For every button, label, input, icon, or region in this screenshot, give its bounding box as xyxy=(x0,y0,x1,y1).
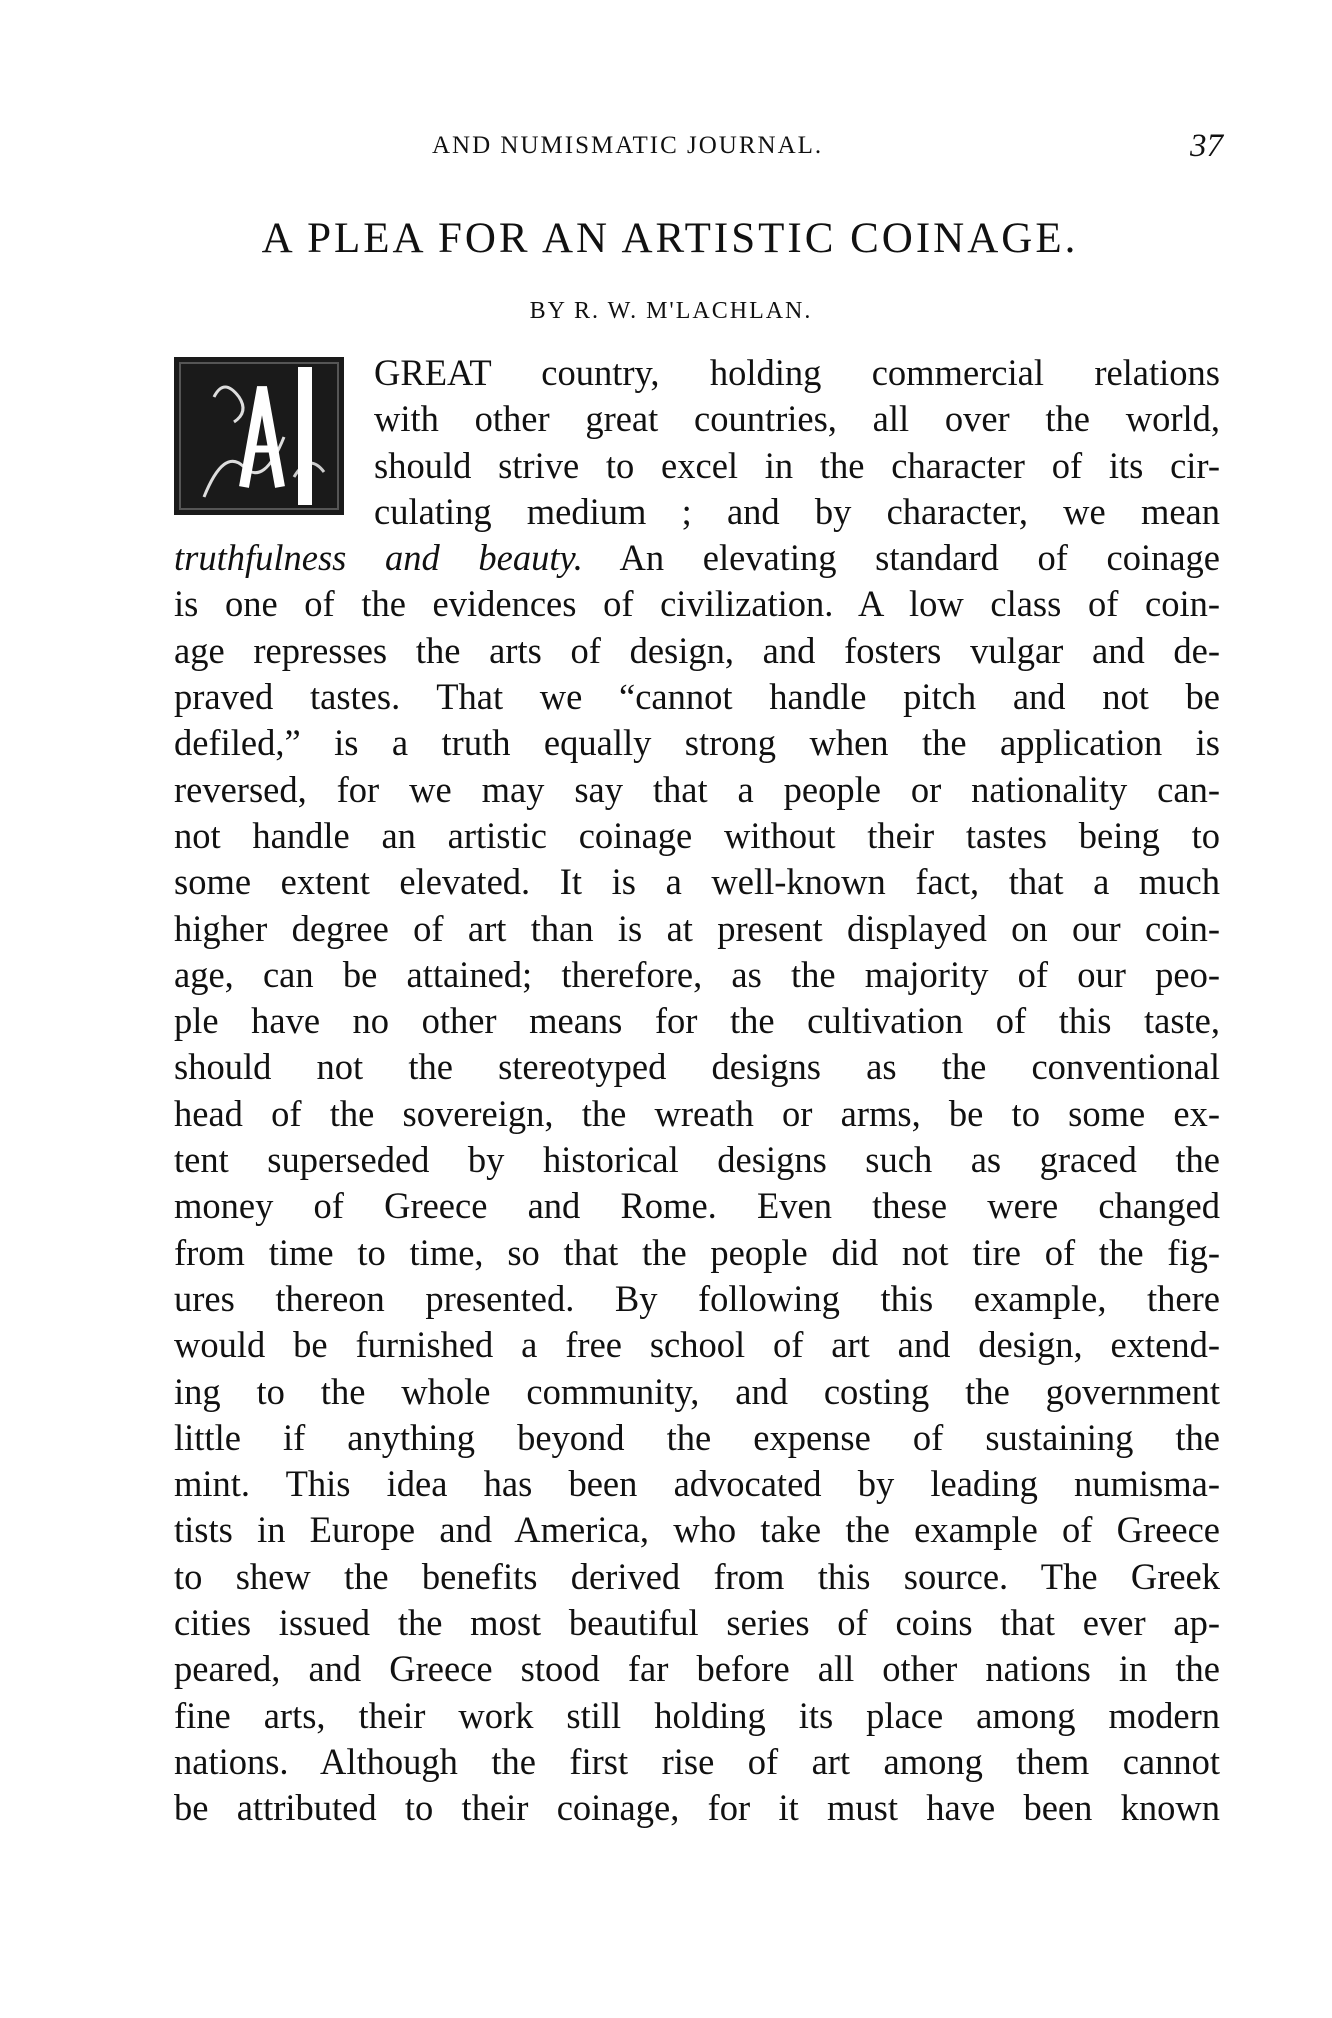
text-line: would be furnished a free school of art and design, extend- xyxy=(174,1324,1220,1366)
text-line: not handle an artistic coinage without their tastes being to xyxy=(174,814,1220,856)
text-line: fine arts, their work still holding its place among modern xyxy=(174,1694,1220,1736)
text-line: should strive to excel in the character of its cir- xyxy=(374,444,1220,486)
text-line: from time to time, so that the people did not tire of the fig- xyxy=(174,1231,1220,1273)
text-line: praved tastes. That we “cannot handle pitch and not be xyxy=(174,676,1220,718)
text-line: tent superseded by historical designs such as graced the xyxy=(174,1139,1220,1181)
text-line: ple have no other means for the cultivation of this taste, xyxy=(174,1000,1220,1042)
text-line: age, can be attained; therefore, as the majority of our peo- xyxy=(174,953,1220,995)
text-line: money of Greece and Rome. Even these were changed xyxy=(174,1185,1220,1227)
running-head xyxy=(0,128,1332,172)
text-line: little if anything beyond the expense of sustaining the xyxy=(174,1416,1220,1458)
text-line: cities issued the most beautiful series of coins that ever ap- xyxy=(174,1602,1220,1644)
text-line: culating medium ; and by character, we mean xyxy=(374,490,1220,532)
text-line: should not the stereotyped designs as the conventional xyxy=(174,1046,1220,1088)
text-line: defiled,” is a truth equally strong when the application is xyxy=(174,722,1220,764)
text-line: tists in Europe and America, who take the example of Greece xyxy=(174,1509,1220,1551)
article-title: A PLEA FOR AN ARTISTIC COINAGE. xyxy=(261,215,1079,262)
page-number: 37 xyxy=(1190,128,1223,164)
text-line: ures thereon presented. By following this example, there xyxy=(174,1277,1220,1319)
text-line: mint. This idea has been advocated by leading numisma- xyxy=(174,1463,1220,1505)
text-line: be attributed to their coinage, for it must have been known xyxy=(174,1787,1220,1829)
text-line: peared, and Greece stood far before all other nations in the xyxy=(174,1648,1220,1690)
running-title: AND NUMISMATIC JOURNAL. xyxy=(432,132,824,159)
text-line: nations. Although the first rise of art among them cannot xyxy=(174,1740,1220,1782)
text-line: with other great countries, all over the world, xyxy=(374,398,1220,440)
emphasis-text: truthfulness and beauty. xyxy=(174,537,583,579)
text-line: is one of the evidences of civilization. A low class of coin- xyxy=(174,583,1220,625)
text-line-mixed xyxy=(174,535,1220,581)
text-line: higher degree of art than is at present displayed on our coin- xyxy=(174,907,1220,949)
text-line: reversed, for we may say that a people or nationality can- xyxy=(174,768,1220,810)
text-span: An elevating standard of coinage xyxy=(582,537,1221,579)
text-line: head of the sovereign, the wreath or arms, be to some ex- xyxy=(174,1092,1220,1134)
text-line: some extent elevated. It is a well-known fact, that a much xyxy=(174,861,1220,903)
text-line: GREAT country, holding commercial relations xyxy=(374,352,1220,393)
article-body xyxy=(174,350,1220,1832)
text-line: age represses the arts of design, and fosters vulgar and de- xyxy=(174,629,1220,671)
text-line: to shew the benefits derived from this source. The Greek xyxy=(174,1555,1220,1597)
text-line: ing to the whole community, and costing the government xyxy=(174,1370,1220,1412)
byline: BY R. W. M'LACHLAN. xyxy=(529,298,813,324)
